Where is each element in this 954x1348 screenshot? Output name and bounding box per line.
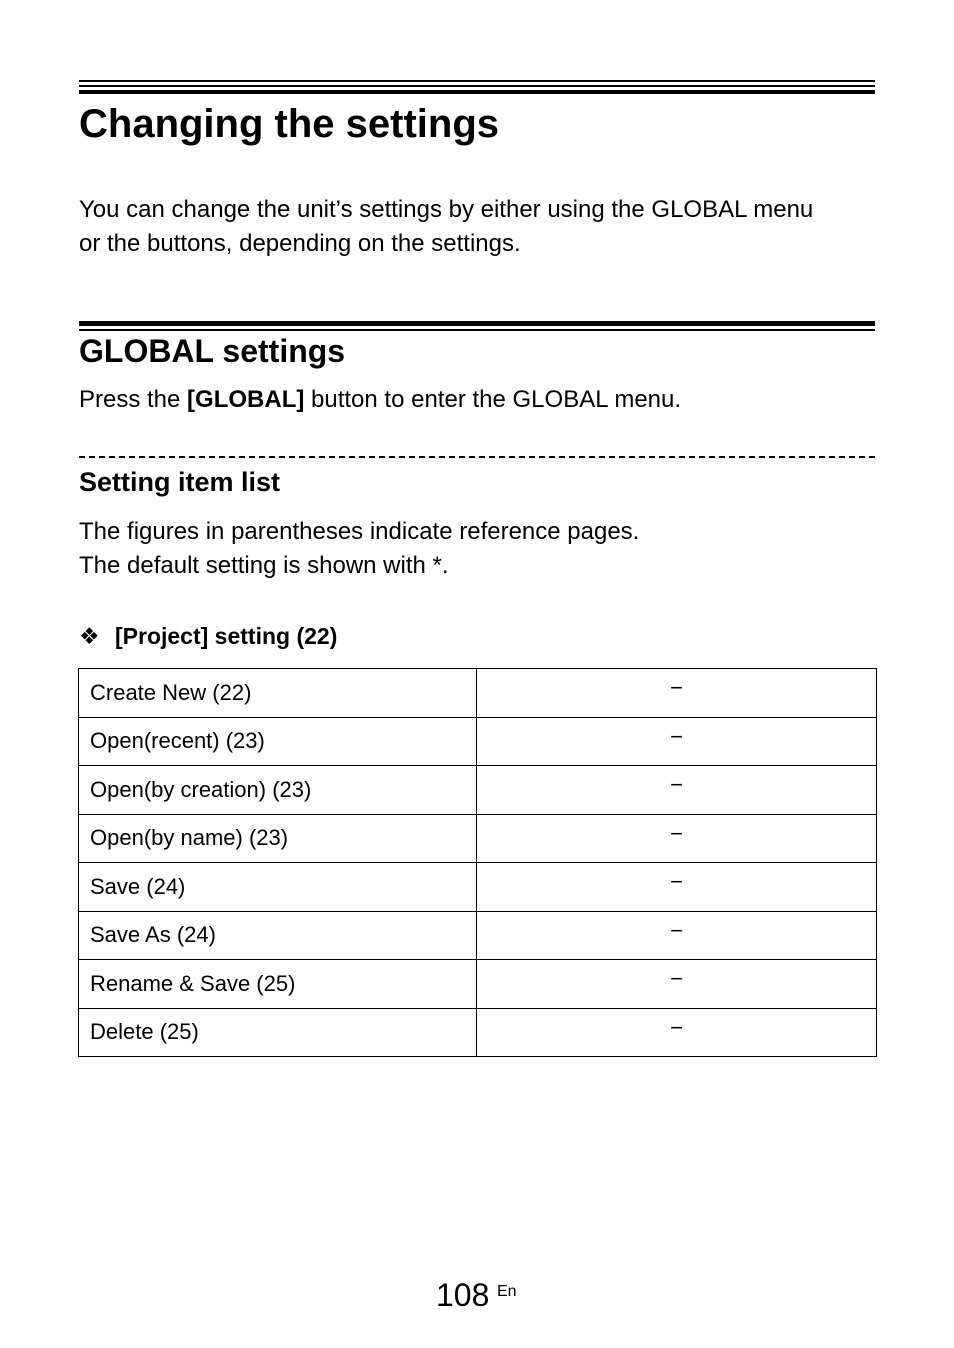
project-settings-table — [78, 668, 877, 1057]
setting-value: − — [477, 669, 877, 718]
global-settings-heading: GLOBAL settings — [79, 333, 346, 369]
project-setting-heading — [79, 620, 337, 652]
setting-value: − — [477, 1008, 877, 1057]
dashed-divider — [79, 456, 875, 458]
section-rule — [79, 321, 875, 331]
setting-value: − — [477, 766, 877, 815]
table-row — [79, 1008, 877, 1057]
intro-line-1: You can change the unit’s settings by either using the GLOBAL menu — [79, 196, 814, 223]
setting-item: Save (24) — [79, 863, 477, 912]
setting-item: Delete (25) — [79, 1008, 477, 1057]
setting-value: − — [477, 911, 877, 960]
setting-item: Create New (22) — [79, 669, 477, 718]
instruction-suffix: button to enter the GLOBAL menu. — [304, 386, 682, 413]
table-row — [79, 911, 877, 960]
setting-value: − — [477, 717, 877, 766]
intro-paragraph — [79, 193, 879, 261]
setting-item: Open(by creation) (23) — [79, 766, 477, 815]
setting-item: Open(by name) (23) — [79, 814, 477, 863]
project-setting-title: [Project] setting (22) — [115, 623, 338, 649]
table-row — [79, 669, 877, 718]
setting-item: Open(recent) (23) — [79, 717, 477, 766]
diamond-bullet-icon: ❖ — [79, 623, 100, 649]
note-default-setting: The default setting is shown with *. — [79, 552, 449, 579]
title-rule — [79, 80, 875, 94]
instruction-prefix: Press the — [79, 386, 188, 413]
note-reference-pages: The figures in parentheses indicate reference pages. — [79, 518, 640, 545]
table-row — [79, 960, 877, 1009]
table-row — [79, 717, 877, 766]
page-title: Changing the settings — [79, 102, 499, 146]
setting-value: − — [477, 814, 877, 863]
table-row — [79, 863, 877, 912]
setting-value: − — [477, 960, 877, 1009]
global-button-label: [GLOBAL] — [187, 386, 305, 413]
setting-item: Save As (24) — [79, 911, 477, 960]
table-row — [79, 814, 877, 863]
setting-item: Rename & Save (25) — [79, 960, 477, 1009]
setting-value: − — [477, 863, 877, 912]
setting-item-list-heading: Setting item list — [79, 467, 281, 497]
table-row — [79, 766, 877, 815]
page-language: En — [497, 1283, 517, 1300]
page-number: 108 — [436, 1277, 490, 1313]
setting-notes — [79, 515, 639, 583]
global-instruction — [79, 384, 681, 416]
intro-line-2: or the buttons, depending on the settings. — [79, 230, 521, 257]
